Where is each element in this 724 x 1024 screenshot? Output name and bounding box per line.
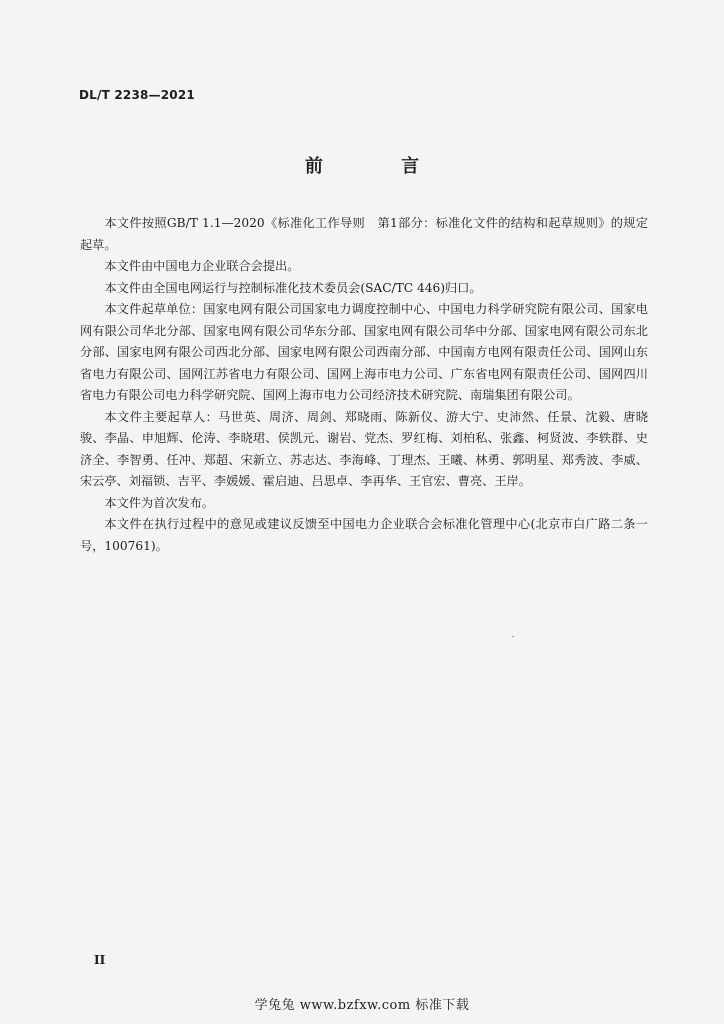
scan-speck [512, 636, 514, 637]
paragraph-drafters: 本文件主要起草人：马世英、周济、周剑、郑晓雨、陈新仪、游大宁、史沛然、任景、沈毅、唐晓骏、李晶、申旭辉、伦涛、李晓珺、侯凯元、谢岩、党杰、罗红梅、刘柏私、张鑫、柯贤波、李轶群、史济全、李智勇、任冲、郑超、宋新立、苏志达、李海峰、丁理杰、王曦、林勇、郭明星、郑秀波、李威、宋云亭、刘福锁、吉平、李媛媛、霍启迪、吕思卓、李再华、王官宏、曹亮、王岸。 [80, 409, 648, 488]
watermark-text: 学兔兔 www.bzfxw.com 标准下载 [254, 998, 470, 1013]
paragraph-drafting-units: 本文件起草单位：国家电网有限公司国家电力调度控制中心、中国电力科学研究院有限公司、国家电网有限公司华北分部、国家电网有限公司华东分部、国家电网有限公司华中分部、国家电网有限公司东北分部、国家电网有限公司西北分部、国家电网有限公司西南分部、中国南方电网有限责任公司、国网山东省电力有限公司、国网江苏省电力有限公司、国网上海市电力公司、广东省电网有限责任公司、国网四川省电力有限公司电力科学研究院、国网上海市电力公司经济技术研究院、南瑞集团有限公司。 [80, 302, 648, 402]
page-number: II [94, 953, 106, 967]
paragraph-feedback: 本文件在执行过程中的意见或建议反馈至中国电力企业联合会标准化管理中心(北京市白广路二条一号，100761)。 [80, 517, 648, 553]
paragraph-committee: 本文件由全国电网运行与控制标准化技术委员会(SAC/TC 446)归口。 [104, 280, 482, 295]
paragraph-first-release: 本文件为首次发布。 [104, 495, 215, 510]
paragraph-proposer: 本文件由中国电力企业联合会提出。 [104, 259, 300, 273]
paragraph-drafting-basis: 本文件按照GB/T 1.1—2020《标准化工作导则 第1部分：标准化文件的结构和起草规则》的规定起草。 [80, 216, 648, 252]
standard-number: DL/T 2238—2021 [79, 88, 195, 102]
page-title: 前 言 [304, 156, 456, 177]
preface-body [80, 213, 648, 557]
